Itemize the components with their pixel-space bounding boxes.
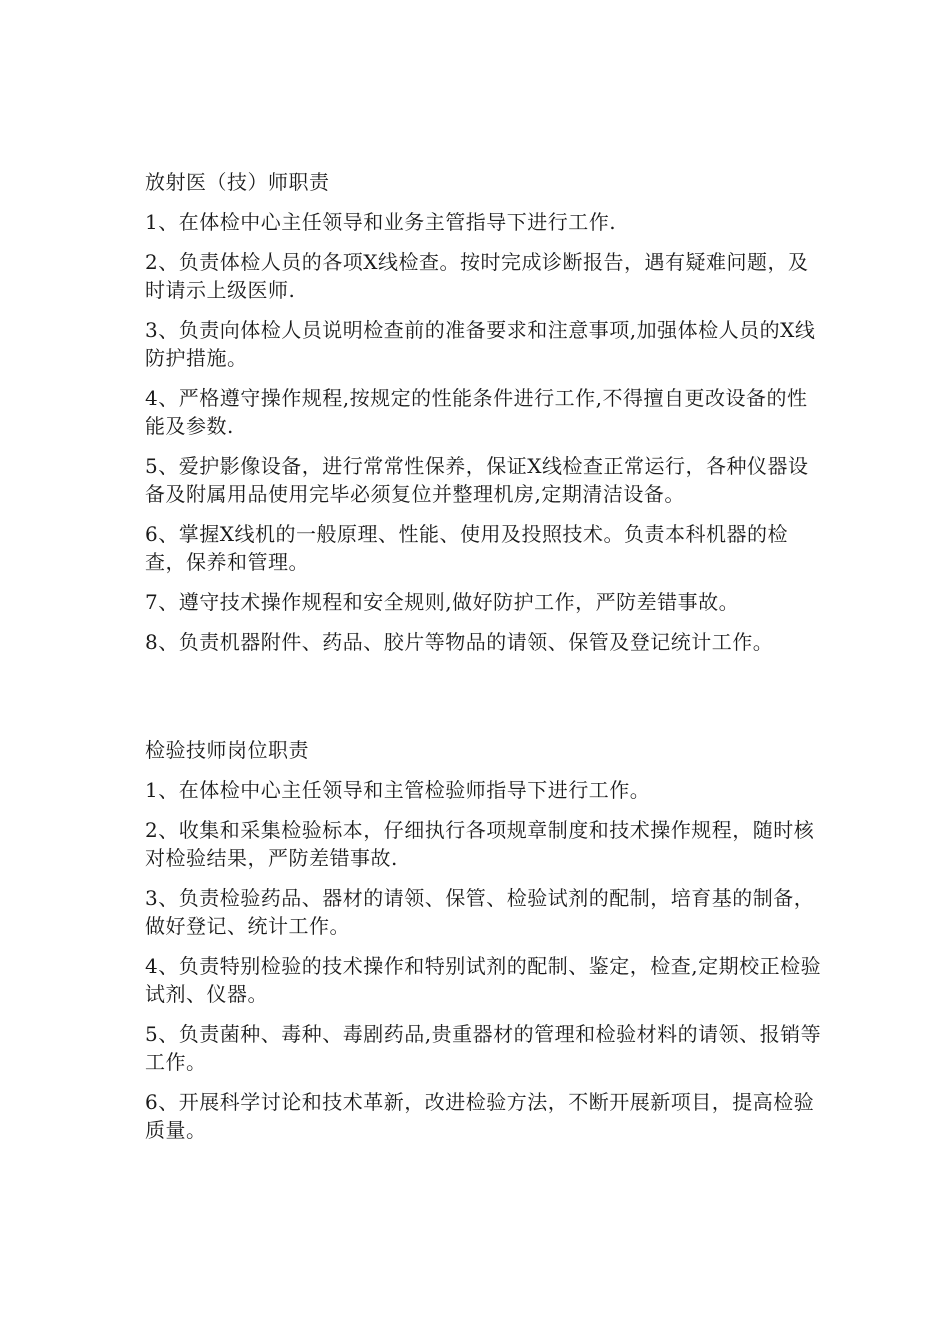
- list-item: 1、在体检中心主任领导和主管检验师指导下进行工作。: [145, 778, 651, 802]
- list-item: 3、负责向体检人员说明检查前的准备要求和注意事项,加强体检人员的Ⅹ线防护措施。: [145, 318, 816, 370]
- list-item: 6、开展科学讨论和技术革新，改进检验方法，不断开展新项目，提高检验质量。: [145, 1090, 815, 1142]
- section-title: 检验技师岗位职责: [145, 738, 309, 762]
- section-laboratory: [145, 736, 825, 1144]
- list-item: 7、遵守技术操作规程和安全规则,做好防护工作，严防差错事故。: [145, 590, 740, 614]
- list-item: 4、严格遵守操作规程,按规定的性能条件进行工作,不得擅自更改设备的性能及参数.: [145, 386, 808, 438]
- list-item: 6、掌握Ⅹ线机的一般原理、性能、使用及投照技术。负责本科机器的检查，保养和管理。: [145, 522, 788, 574]
- section-title: 放射医（技）师职责: [145, 170, 330, 194]
- list-item: 8、负责机器附件、药品、胶片等物品的请领、保管及登记统计工作。: [145, 630, 774, 654]
- list-item: 4、负责特别检验的技术操作和特别试剂的配制、鉴定，检查,定期校正检验试剂、仪器。: [145, 954, 822, 1006]
- section-radiology: [145, 168, 825, 656]
- section-spacer: [145, 668, 825, 736]
- list-item: 1、在体检中心主任领导和业务主管指导下进行工作.: [145, 210, 617, 234]
- document-page: [145, 168, 825, 1156]
- list-item: 5、负责菌种、毒种、毒剧药品,贵重器材的管理和检验材料的请领、报销等工作。: [145, 1022, 822, 1074]
- list-item: 2、收集和采集检验标本，仔细执行各项规章制度和技术操作规程，随时核对检验结果，严防差错事故.: [145, 818, 815, 870]
- list-item: 2、负责体检人员的各项Ⅹ线检查。按时完成诊断报告，遇有疑难问题，及时请示上级医师.: [145, 250, 809, 302]
- list-item: 5、爱护影像设备，进行常常性保养，保证Ⅹ线检查正常运行，各种仪器设备及附属用品使用完毕必须复位并整理机房,定期清洁设备。: [145, 454, 809, 506]
- list-item: 3、负责检验药品、器材的请领、保管、检验试剂的配制，培育基的制备，做好登记、统计工作。: [145, 886, 815, 938]
